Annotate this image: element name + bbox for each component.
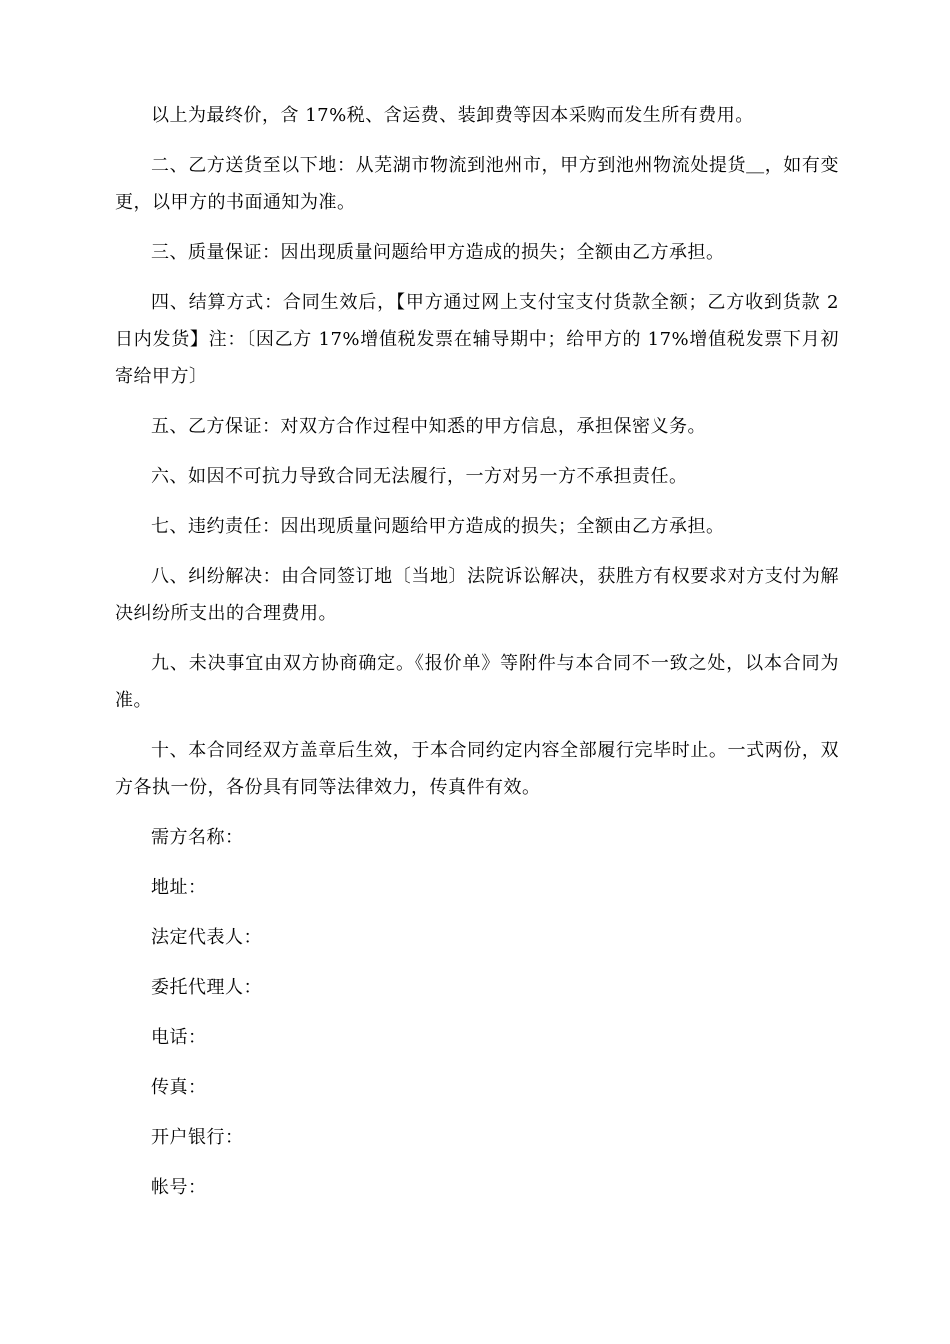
field-address: 地址： bbox=[151, 877, 207, 898]
paragraph-effectiveness: 十、本合同经双方盖章后生效，于本合同约定内容全部履行完毕时止。一式两份，双方各执一份，各份具有同等法律效力，传真件有效。 bbox=[115, 740, 839, 798]
field-bank: 开户银行： bbox=[151, 1127, 244, 1148]
paragraph-delivery: 二、乙方送货至以下地：从芜湖市物流到池州市，甲方到池州物流处提货＿，如有变更，以甲方的书面通知为准。 bbox=[115, 155, 839, 213]
field-legal-representative: 法定代表人： bbox=[151, 927, 262, 948]
contract-body bbox=[115, 97, 839, 1219]
paragraph-quality-guarantee: 三、质量保证：因出现质量问题给甲方造成的损失；全额由乙方承担。 bbox=[151, 242, 725, 263]
field-account-number: 帐号： bbox=[151, 1177, 207, 1198]
paragraph-confidentiality: 五、乙方保证：对双方合作过程中知悉的甲方信息，承担保密义务。 bbox=[151, 416, 706, 437]
paragraph-force-majeure: 六、如因不可抗力导致合同无法履行，一方对另一方不承担责任。 bbox=[151, 466, 688, 487]
field-authorized-agent: 委托代理人： bbox=[151, 977, 262, 998]
paragraph-dispute: 八、纠纷解决：由合同签订地〔当地〕法院诉讼解决，获胜方有权要求对方支付为解决纠纷所支出的合理费用。 bbox=[115, 566, 839, 624]
field-fax: 传真： bbox=[151, 1077, 207, 1098]
field-phone: 电话： bbox=[151, 1027, 207, 1048]
paragraph-settlement: 四、结算方式：合同生效后，【甲方通过网上支付宝支付货款全额；乙方收到货款 2 日内发货】注：〔因乙方 17%增值税发票在辅导期中；给甲方的 17%增值税发票下月初寄给甲方〕 bbox=[115, 292, 839, 387]
paragraph-pending-matters: 九、未决事宜由双方协商确定。《报价单》等附件与本合同不一致之处，以本合同为准。 bbox=[115, 653, 839, 711]
field-buyer-name: 需方名称： bbox=[151, 827, 244, 848]
paragraph-liability: 七、违约责任：因出现质量问题给甲方造成的损失；全额由乙方承担。 bbox=[151, 516, 725, 537]
paragraph-final-price: 以上为最终价，含 17%税、含运费、装卸费等因本采购而发生所有费用。 bbox=[151, 105, 754, 126]
